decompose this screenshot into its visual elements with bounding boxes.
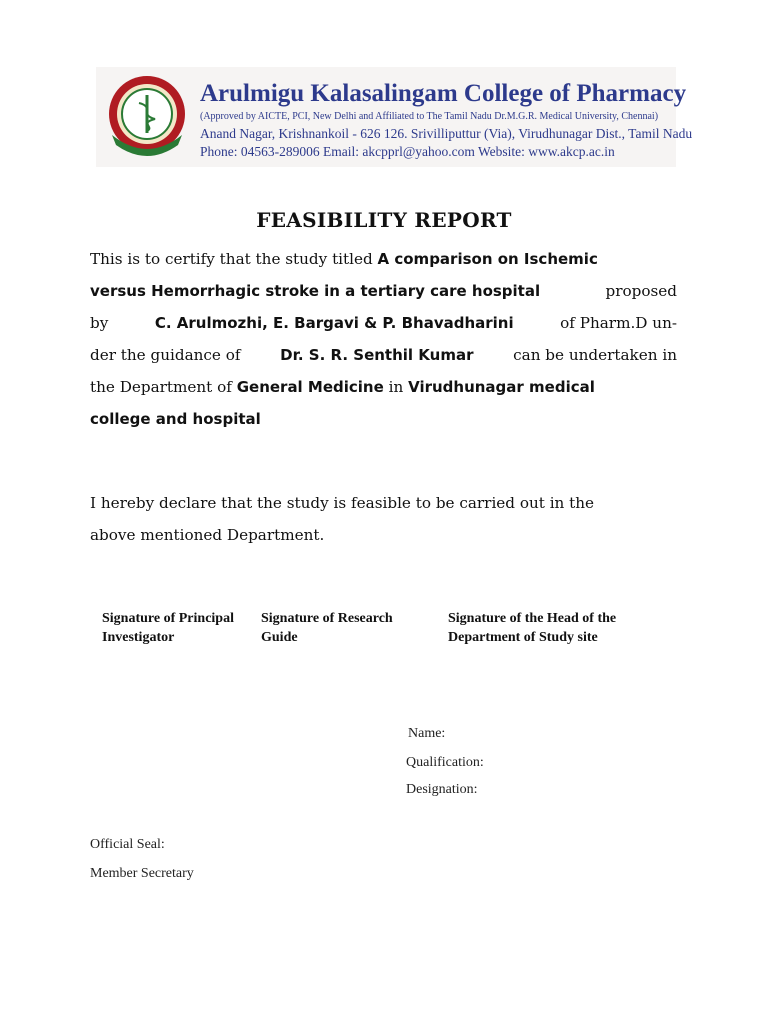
name-label: Name:	[408, 726, 446, 741]
college-name: Arulmigu Kalasalingam College of Pharmacy	[200, 80, 687, 107]
declaration-line-2: above mentioned Department.	[90, 526, 325, 544]
report-title: FEASIBILITY REPORT	[256, 208, 512, 232]
signature-head-of-department: Signature of the Head of the Department of Study site	[448, 611, 617, 645]
certify-line-4: der the guidance of Dr. S. R. Senthil Kumar can be undertaken in	[90, 346, 677, 364]
designation-label: Designation:	[406, 782, 478, 797]
certify-line-1: This is to certify that the study titled A comparison on Ischemic	[90, 250, 598, 268]
letterhead	[96, 67, 693, 167]
certify-line-3: by C. Arulmozhi, E. Bargavi & P. Bhavadharini of Pharm.D un-	[90, 314, 677, 332]
certify-line-6: college and hospital	[90, 410, 261, 428]
official-seal-label: Official Seal:	[90, 837, 165, 852]
certify-line-2: versus Hemorrhagic stroke in a tertiary care hospital proposed	[90, 282, 677, 300]
certify-line-5: the Department of General Medicine in Virudhunagar medical	[90, 378, 595, 396]
member-secretary-label: Member Secretary	[90, 866, 194, 881]
college-address: Anand Nagar, Krishnankoil - 626 126. Srivilliputtur (Via), Virudhunagar Dist., Tamil Nadu	[200, 126, 693, 141]
declaration-line-1: I hereby declare that the study is feasible to be carried out in the	[90, 494, 595, 512]
approval-text: (Approved by AICTE, PCI, New Delhi and Affiliated to The Tamil Nadu Dr.M.G.R. Medical University, Chennai)	[200, 111, 659, 122]
college-seal-icon	[104, 73, 190, 159]
signature-research-guide: Signature of Research Guide	[261, 611, 393, 645]
college-contact: Phone: 04563-289006 Email: akcpprl@yahoo.com Website: www.akcp.ac.in	[200, 144, 615, 159]
qualification-label: Qualification:	[406, 755, 484, 770]
signature-principal-investigator: Signature of Principal Investigator	[102, 611, 234, 645]
